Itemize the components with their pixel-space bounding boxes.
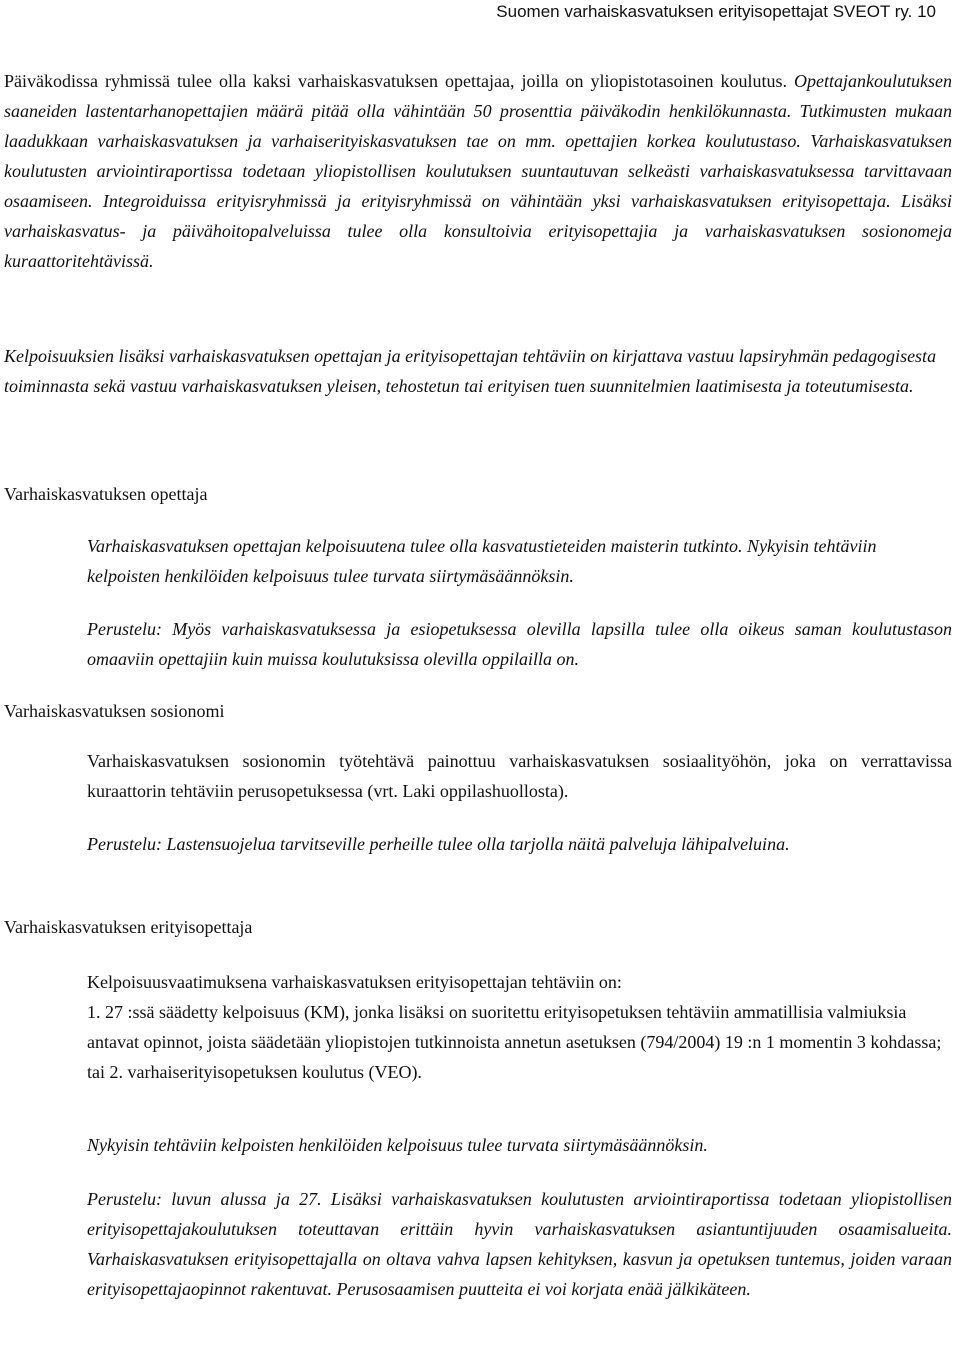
heading-teacher: Varhaiskasvatuksen opettaja bbox=[4, 484, 208, 504]
social-rationale: Perustelu: Lastensuojelua tarvitseville perheille tulee olla tarjolla näitä palveluja lähipalveluina. bbox=[87, 834, 790, 854]
heading-special: Varhaiskasvatuksen erityisopettaja bbox=[4, 917, 253, 937]
heading-social: Varhaiskasvatuksen sosionomi bbox=[4, 701, 225, 721]
social-body: Varhaiskasvatuksen sosionomin työtehtävä painottuu varhaiskasvatuksen sosiaalityöhön, joka on verrattavissa kuraattorin tehtäviin perusopetuksessa (vrt. Laki oppilashuollosta). bbox=[87, 751, 952, 801]
special-rationale: Perustelu: luvun alussa ja 27. Lisäksi varhaiskasvatuksen koulutusten arviointiraportissa todetaan yliopistollisen erityisopettajakoulutuksen toteuttavan erittäin hyvin varhaiskasvatuksen asiantuntijuuden osaamisalueita. Varhaiskasvatuksen erityisopettajalla on oltava vahva lapsen kehityksen, kasvun ja opetuksen tuntemus, joiden varaan erityisopettajaopinnot rakentuvat. Perusosaamisen puutteita ei voi korjata enää jälkikäteen. bbox=[87, 1189, 952, 1299]
special-req-intro: Kelpoisuusvaatimuksena varhaiskasvatuksen erityisopettajan tehtäviin on: bbox=[87, 972, 622, 992]
intro-plain-text: Päiväkodissa ryhmissä tulee olla kaksi varhaiskasvatuksen opettajaa, joilla on yliopistotasoinen koulutus. bbox=[4, 71, 788, 91]
intro-italic-text: Opettajankoulutuksen saaneiden lastentarhanopettajien määrä pitää olla vähintään 50 prosenttia päiväkodin henkilökunnasta. Tutkimusten mukaan laadukkaan varhaiskasvatuksen ja varhaiserityiskasvatuksen tae on mm. opettajien korkea koulutustaso. Varhaiskasvatuksen koulutusten arviointiraportissa todetaan yliopistollisen koulutuksen suuntautuvan selkeästi varhaiskasvatuksessa tarvittavaan osaamiseen. Integroiduissa erityisryhmissä ja erityisryhmissä on vähintään yksi varhaiskasvatuksen erityisopettaja. Lisäksi varhaiskasvatus- ja päivähoitopalveluissa tulee olla konsultoivia erityisopettajia ja varhaiskasvatuksen sosionomeja kuraattoritehtävissä. bbox=[4, 71, 952, 271]
teacher-rationale: Perustelu: Myös varhaiskasvatuksessa ja esiopetuksessa olevilla lapsilla tulee olla oikeus saman koulutustason omaaviin opettajiin kuin muissa koulutuksissa olevilla oppilailla on. bbox=[87, 619, 952, 669]
special-requirements bbox=[87, 967, 952, 1087]
teacher-body: Varhaiskasvatuksen opettajan kelpoisuutena tulee olla kasvatustieteiden maisterin tutkinto. Nykyisin tehtäviin kelpoisten henkilöiden kelpoisuus tulee turvata siirtymäsäännöksin. bbox=[87, 536, 877, 586]
intro-p2-text: Kelpoisuuksien lisäksi varhaiskasvatuksen opettajan ja erityisopettajan tehtäviin on kirjattava vastuu lapsiryhmän pedagogisesta toiminnasta sekä vastuu varhaiskasvatuksen yleisen, tehostetun tai erityisen tuen suunnitelmien laatimisesta ja toteutumisesta. bbox=[4, 346, 937, 396]
special-transition: Nykyisin tehtäviin kelpoisten henkilöiden kelpoisuus tulee turvata siirtymäsäännöksin. bbox=[87, 1135, 708, 1155]
intro-paragraph-1 bbox=[4, 66, 952, 276]
special-req-body: 1. 27 :ssä säädetty kelpoisuus (KM), jonka lisäksi on suoritettu erityisopetuksen tehtäviin ammatillisia valmiuksia antavat opinnot, joista säädetään yliopistojen tutkinnoista annetun asetuksen (794/2004) 19 :n 1 momentin 3 kohdassa; tai 2. varhaiserityisopetuksen koulutus (VEO). bbox=[87, 1002, 942, 1082]
running-header: Suomen varhaiskasvatuksen erityisopettajat SVEOT ry. 10 bbox=[496, 2, 936, 21]
intro-paragraph-2 bbox=[4, 341, 952, 401]
